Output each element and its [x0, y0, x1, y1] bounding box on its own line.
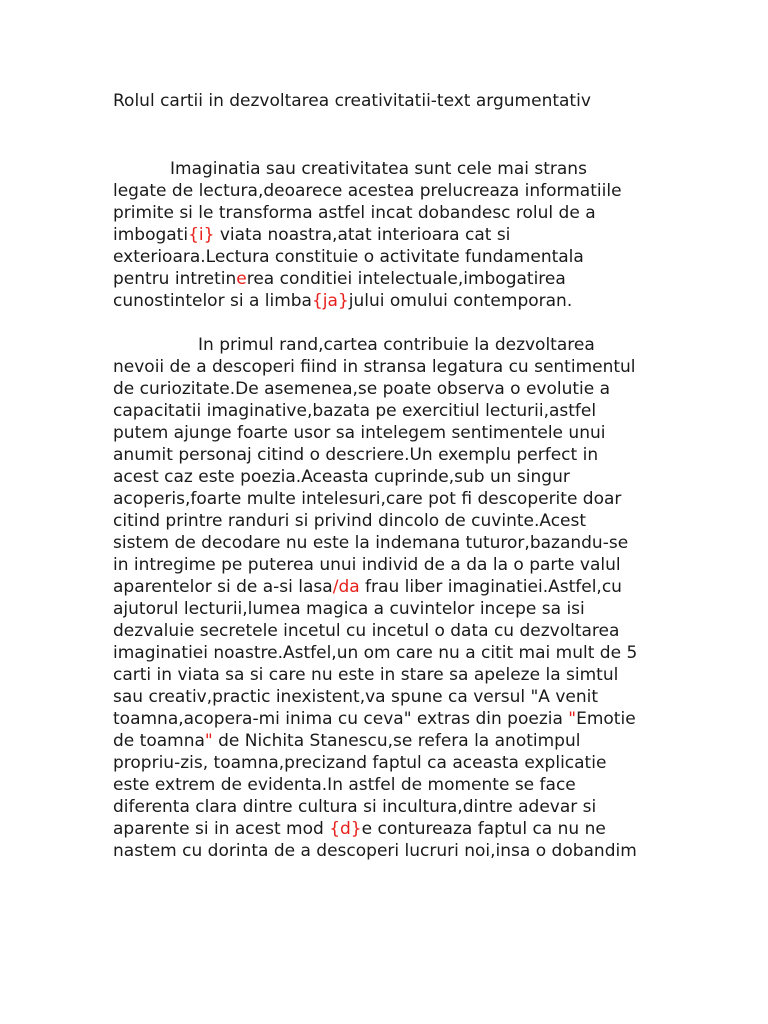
text-span: Imaginatia sau creativitatea sunt cele mai strans [170, 159, 587, 179]
text-span: rea conditiei intelectuale,imbogatirea [246, 269, 566, 289]
text-line [113, 708, 637, 730]
text-line [113, 268, 622, 290]
text-span: primite si le transforma astfel incat dobandesc rolul de a [113, 203, 596, 223]
text-line [113, 752, 637, 774]
text-line [113, 246, 622, 268]
paragraph-1 [113, 158, 622, 312]
text-line [113, 796, 637, 818]
text-span: nastem cu dorinta de a descoperi lucruri noi,insa o dobandim [113, 841, 637, 861]
text-span: imaginatiei noastre.Astfel,un om care nu a citit mai mult de 5 [113, 643, 638, 663]
text-line [113, 620, 637, 642]
text-span: sau creativ,practic inexistent,va spune ca versul "A venit [113, 687, 599, 707]
correction-mark: " [568, 709, 577, 729]
text-span: frau liber imaginatiei.Astfel,cu [359, 577, 622, 597]
text-span: acest caz este poezia.Aceasta cuprinde,sub un singur [113, 467, 570, 487]
text-span: capacitatii imaginative,bazata pe exercitiul lecturii,astfel [113, 401, 597, 421]
text-span: diferenta clara dintre cultura si incultura,dintre adevar si [113, 797, 597, 817]
correction-mark: {ja} [311, 291, 349, 311]
text-line [113, 818, 637, 840]
text-line [113, 576, 637, 598]
text-span: putem ajunge foarte usor sa intelegem sentimentele unui [113, 423, 606, 443]
text-span: carti in viata sa si care nu este in stare sa apeleze la simtul [113, 665, 619, 685]
text-span: sistem de decodare nu este la indemana tuturor,bazandu-se [113, 533, 629, 553]
text-span: In primul rand,cartea contribuie la dezvoltarea [198, 335, 595, 355]
text-span: cunostintelor si a limba [113, 291, 312, 311]
text-line [113, 180, 622, 202]
text-line [113, 730, 637, 752]
text-line [113, 224, 622, 246]
text-line [113, 488, 637, 510]
text-span: propriu-zis, toamna,precizand faptul ca aceasta explicatie [113, 753, 607, 773]
text-span: de curiozitate.De asemenea,se poate observa o evolutie a [113, 379, 611, 399]
text-line [113, 202, 622, 224]
text-line [113, 444, 637, 466]
text-line [113, 334, 637, 356]
text-line [113, 598, 637, 620]
text-line [113, 510, 637, 532]
text-line [113, 422, 637, 444]
text-line [113, 774, 637, 796]
text-span: de toamna [113, 731, 205, 751]
text-line [113, 840, 637, 862]
text-span: de Nichita Stanescu,se refera la anotimpul [212, 731, 581, 751]
text-line [113, 532, 637, 554]
correction-mark: {i} [188, 225, 215, 245]
text-line [113, 378, 637, 400]
text-line [113, 400, 637, 422]
text-line [113, 642, 637, 664]
text-line [113, 664, 637, 686]
text-span: aparente si in acest mod [113, 819, 330, 839]
text-span: Emotie [576, 709, 636, 729]
text-span: in intregime pe puterea unui individ de a da la o parte valul [113, 555, 621, 575]
text-span: toamna,acopera-mi inima cu ceva" extras din poezia [113, 709, 569, 729]
text-span: pentru intretin [113, 269, 237, 289]
text-span: exterioara.Lectura constituie o activitate fundamentala [113, 247, 584, 267]
text-span: jului omului contemporan. [348, 291, 573, 311]
text-span: este extrem de evidenta.In astfel de momente se face [113, 775, 576, 795]
text-span: dezvaluie secretele incetul cu incetul o data cu dezvoltarea [113, 621, 620, 641]
correction-mark: /da [332, 577, 360, 597]
correction-mark: " [204, 731, 213, 751]
text-line [113, 356, 637, 378]
text-span: anumit personaj citind o descriere.Un exemplu perfect in [113, 445, 599, 465]
text-span: imbogati [113, 225, 189, 245]
text-span: viata noastra,atat interioara cat si [214, 225, 511, 245]
text-span: aparentelor si de a-si lasa [113, 577, 333, 597]
text-span: acoperis,foarte multe intelesuri,care pot fi descoperite doar [113, 489, 622, 509]
text-span: e contureaza faptul ca nu ne [361, 819, 606, 839]
text-line [113, 290, 622, 312]
text-span: nevoii de a descoperi fiind in stransa legatura cu sentimentul [113, 357, 636, 377]
text-line [113, 686, 637, 708]
document-title: Rolul cartii in dezvoltarea creativitatii-text argumentativ [113, 91, 591, 111]
text-line [113, 158, 622, 180]
text-span: ajutorul lecturii,lumea magica a cuvintelor incepe sa isi [113, 599, 585, 619]
text-line [113, 466, 637, 488]
correction-mark: e [236, 269, 247, 289]
paragraph-2 [113, 334, 637, 862]
text-line [113, 554, 637, 576]
text-span: legate de lectura,deoarece acestea prelucreaza informatiile [113, 181, 622, 201]
correction-mark: {d} [329, 819, 362, 839]
text-span: citind printre randuri si privind dincolo de cuvinte.Acest [113, 511, 587, 531]
